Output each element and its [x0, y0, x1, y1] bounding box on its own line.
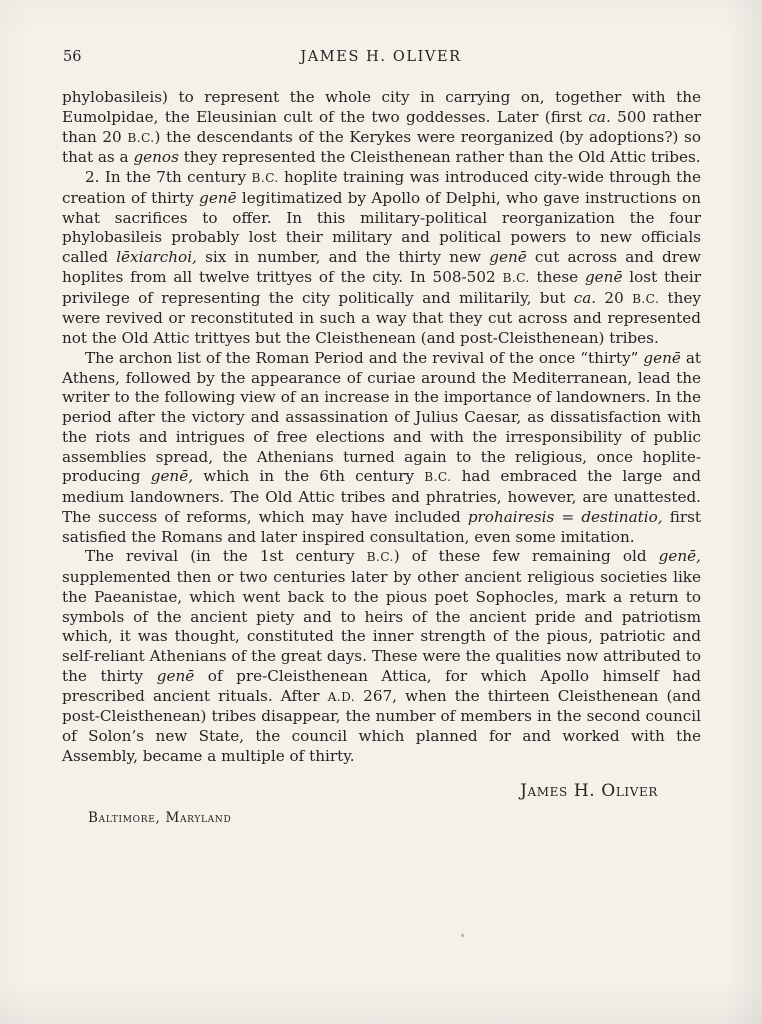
italic-term: genos [133, 148, 179, 167]
italic-term: genē, [658, 547, 701, 566]
small-caps-abbreviation: B.C. [632, 291, 660, 306]
page-header [62, 49, 700, 69]
text-run: ) the descendants of the Kerykes were reorganized (by adoptions?) so that as a [62, 127, 701, 167]
text-run: 267, when the thirteen Cleisthenean (and post-Cleisthenean) tribes disappear, the number of members in the second council of Solon’s new State, the council which planned for and worked with the Assembly, became a multiple of thirty. [62, 686, 701, 765]
text-run: 500 rather than 20 [62, 107, 701, 146]
small-caps-abbreviation: B.C. [127, 130, 155, 145]
text-run: hoplite training was introduced city-wide through the creation of thirty [62, 168, 701, 207]
paragraph [62, 547, 701, 766]
page-number: 56 [63, 49, 82, 65]
italic-term: genē [584, 267, 623, 286]
italic-term: genē [156, 666, 195, 685]
text-run: six in number, and the thirty new [196, 248, 490, 266]
text-run: these [529, 267, 585, 286]
text-run: The revival (in the 1st century [85, 547, 367, 566]
text-run: of pre-Cleisthenean Attica, for which Apollo himself had prescribed ancient rituals. After [62, 666, 701, 705]
scan-speck [461, 934, 464, 937]
author-signature: James H. Oliver [520, 781, 658, 801]
text-run: which in the 6th century [193, 467, 425, 486]
text-run: cut across and drew hoplites from all twelve trittyes of the city. In 508-502 [62, 248, 701, 286]
running-header-author: JAMES H. OLIVER [300, 49, 462, 65]
text-run: they were revived or reconstituted in such a way that they cut across and represented not the Old Attic trittyes but the Cleisthenean (and post-Cleisthenean) tribes. [62, 288, 701, 347]
small-caps-abbreviation: B.C. [251, 171, 279, 185]
small-caps-abbreviation: B.C. [424, 470, 452, 485]
text-run: phylobasileis) to represent the whole city in carrying on, together with the Eumolpidae, the Eleusinian cult of the two goddesses. Later (first [62, 88, 701, 126]
paragraph [62, 349, 701, 548]
text-run: 20 [596, 288, 633, 307]
italic-term: prohairesis = destinatio, [467, 507, 663, 526]
body-text [62, 88, 701, 767]
small-caps-abbreviation: B.C. [366, 550, 394, 565]
text-run: ) of these few remaining old [393, 547, 659, 566]
text-run: supplemented then or two centuries later by other ancient religious societies like the Paeanistae, which went back to the pious poet Sophocles, mark a return to symbols of the ancient piety and to heirs of the ancient pride and patriotism which, it was thought, constituted the inner strength of the pious, patriotic and self-reliant Athenians of the great days. These were the qualities now attributed to the thirty [62, 568, 701, 685]
italic-term: genē, [150, 467, 194, 486]
italic-term: genē [489, 248, 527, 266]
text-run: first satisfied the Romans and later inspired consultation, even some imitation. [62, 507, 701, 546]
text-run: The archon list of the Roman Period and the revival of the once “thirty” [85, 348, 644, 367]
paragraph [62, 168, 701, 349]
text-run: had embraced the large and medium landowners. The Old Attic tribes and phratries, however, are unattested. The success of reforms, which may have included [62, 467, 702, 526]
italic-term: ca. [588, 107, 611, 126]
italic-term: genē [199, 188, 237, 207]
author-location: Baltimore, Maryland [88, 810, 232, 826]
italic-term: lēxiarchoi, [116, 248, 197, 266]
text-run: 2. In the 7th century [85, 168, 252, 186]
text-run: they represented the Cleisthenean rather than the Old Attic tribes. [178, 148, 701, 167]
text-run: at Athens, followed by the appearance of curiae around the Mediterranean, lead the writer to the following view of an increase in the importance of landowners. In the period after the victory and assassination of Julius Caesar, as dissatisfaction with the riots and intrigues of free elections and with the irresponsibility of public assemblies spread, the Athenians turned again to the religious, once hoplite-producing [62, 348, 701, 486]
italic-term: ca. [573, 288, 597, 307]
paragraph [62, 88, 701, 168]
small-caps-abbreviation: A.D. [327, 689, 356, 704]
small-caps-abbreviation: B.C. [502, 270, 530, 285]
italic-term: genē [643, 348, 681, 367]
text-run: legitimatized by Apollo of Delphi, who gave instructions on what sacrifices to offer. In this military-political reorganization the four phylobasileis probably lost their military and political powers to new officials called [62, 188, 701, 266]
text-run: lost their privilege of representing the city politically and militarily, but [62, 267, 701, 307]
